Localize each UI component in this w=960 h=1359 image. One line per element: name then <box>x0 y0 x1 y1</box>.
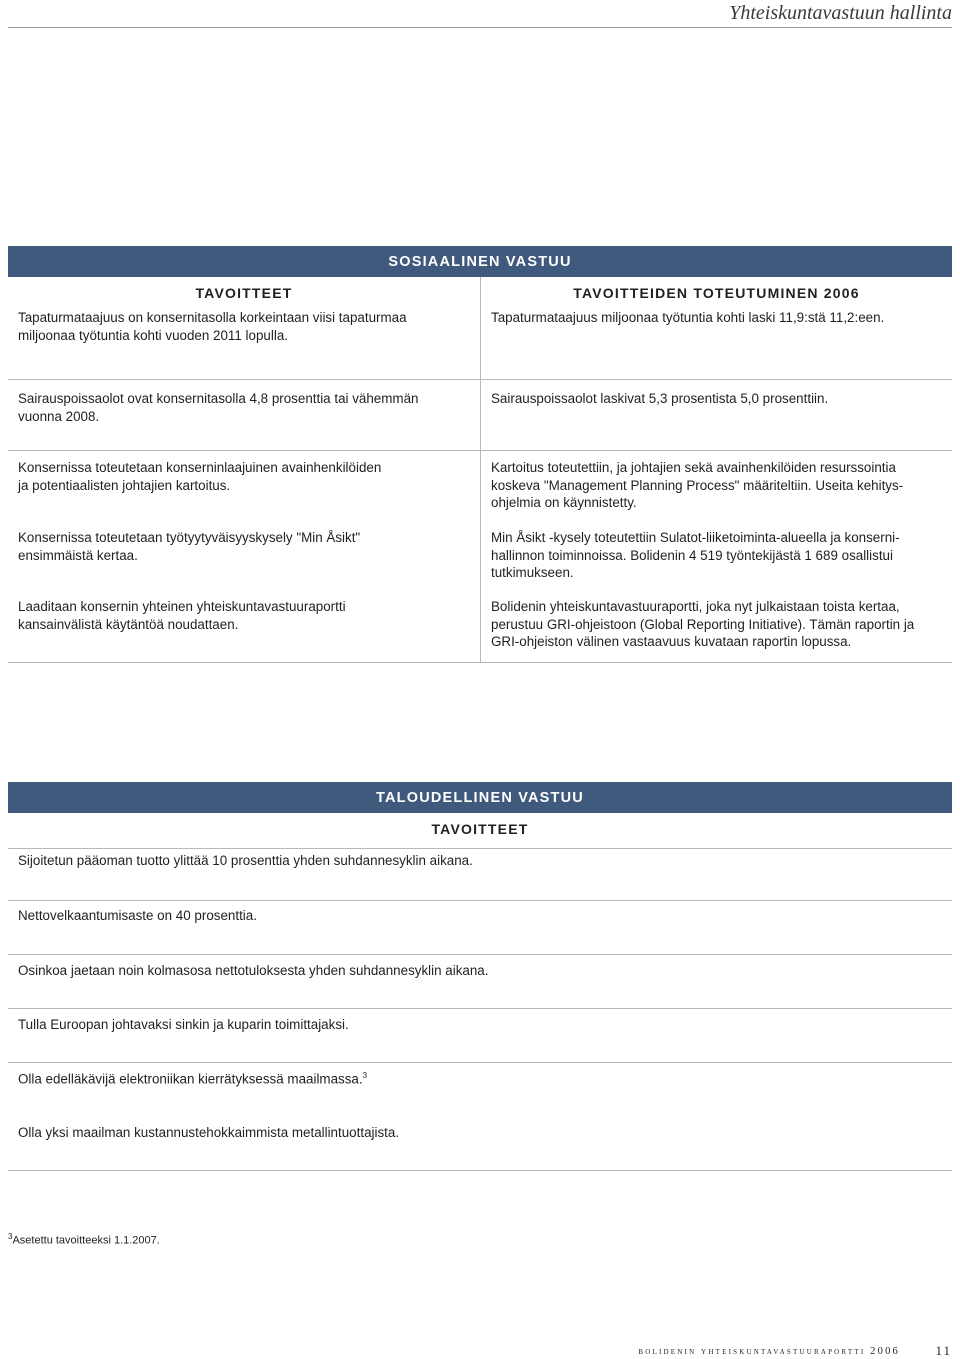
goal-cell: Konsernissa toteutetaan konserninlaajuinen avainhenkilöiden ja potentiaalisten johtajien kartoitus. <box>18 460 382 493</box>
footnote: $^3$Asetettu tavoitteeksi 1.1.2007. <box>8 1232 160 1247</box>
result-cell: Kartoitus toteutettiin, ja johtajien sekä avainhenkilöiden resurssointia koskeva "Management Planning Process" määriteltiin. Useita kehitys- ohjelmia on käynnistetty. <box>491 460 904 510</box>
goal-cell: Laaditaan konsernin yhteinen yhteiskuntavastuuraportti kansainvälistä käytäntöä noudattaen. <box>18 599 346 632</box>
goal-row <box>8 954 952 1032</box>
column-header-results: TAVOITTEIDEN TOTEUTUMINEN 2006 <box>573 285 860 301</box>
goal-row <box>8 1008 952 1087</box>
result-cell: Min Åsikt -kysely toteutettiin Sulatot-liiketoiminta-alueella ja konserni- hallinnon toiminnoissa. Bolidenin 4 519 työntekijästä 1 689 osallistui tutkimukseen. <box>491 530 900 580</box>
goal-text: Sijoitetun pääoman tuotto ylittää 10 prosenttia yhden suhdannesyklin aikana. <box>18 853 473 868</box>
running-header-title: Yhteiskuntavastuun hallinta <box>729 2 952 24</box>
goal-text: Osinkoa jaetaan noin kolmasosa nettotuloksesta yhden suhdannesyklin aikana. <box>18 963 489 978</box>
goal-text: Olla edelläkävijä elektroniikan kierrätyksessä maailmassa.$^3$ <box>18 1071 368 1087</box>
result-cell: Tapaturmataajuus miljoonaa työtuntia kohti laski 11,9:stä 11,2:een. <box>491 310 885 325</box>
column-header-goals: TAVOITTEET <box>195 285 293 301</box>
header-rule <box>8 27 952 28</box>
result-cell: Sairauspoissaolot laskivat 5,3 prosentista 5,0 prosenttiin. <box>491 391 829 406</box>
table-row <box>8 379 952 451</box>
result-cell: Bolidenin yhteiskuntavastuuraportti, joka nyt julkaistaan toista kertaa, perustuu GRI-ohjeistoon (Global Reporting Initiative). Tämän raportin ja GRI-ohjeiston välinen vastaavuus kuvataan raportin lopussa. <box>491 599 915 649</box>
goal-row <box>8 812 952 868</box>
goal-text: Tulla Euroopan johtavaksi sinkin ja kuparin toimittajaksi. <box>18 1017 349 1032</box>
goal-row <box>8 1062 952 1140</box>
section-bar-social: SOSIAALINEN VASTUU <box>8 246 952 277</box>
column-header-economic-goals: TAVOITTEET <box>431 821 529 837</box>
goal-text: Olla yksi maailman kustannustehokkaimmista metallintuottajista. <box>18 1125 400 1140</box>
table-row <box>8 277 952 380</box>
table-row-group <box>8 450 952 663</box>
footnote-ref: 3 <box>362 1071 368 1080</box>
goal-cell: Sairauspoissaolot ovat konsernitasolla 4,8 prosenttia tai vähemmän vuonna 2008. <box>18 391 419 424</box>
table-bottom-rule <box>8 1116 952 1171</box>
page-number: 11 <box>935 1343 952 1358</box>
section-bar-economic: TALOUDELLINEN VASTUU <box>8 782 952 813</box>
goal-row <box>8 845 952 923</box>
goal-cell: Konsernissa toteutetaan työtyytyväisyyskysely "Min Åsikt" ensimmäistä kertaa. <box>18 530 361 563</box>
social-table <box>8 277 952 663</box>
footer-report-title: bolidenin yhteiskuntavastuuraportti 2006 <box>638 1346 900 1357</box>
goal-text: Nettovelkaantumisaste on 40 prosenttia. <box>18 908 257 923</box>
goal-cell: Tapaturmataajuus on konsernitasolla korkeintaan viisi tapaturmaa miljoonaa työtuntia kohti vuoden 2011 lopulla. <box>18 310 407 343</box>
goal-row <box>8 900 952 978</box>
